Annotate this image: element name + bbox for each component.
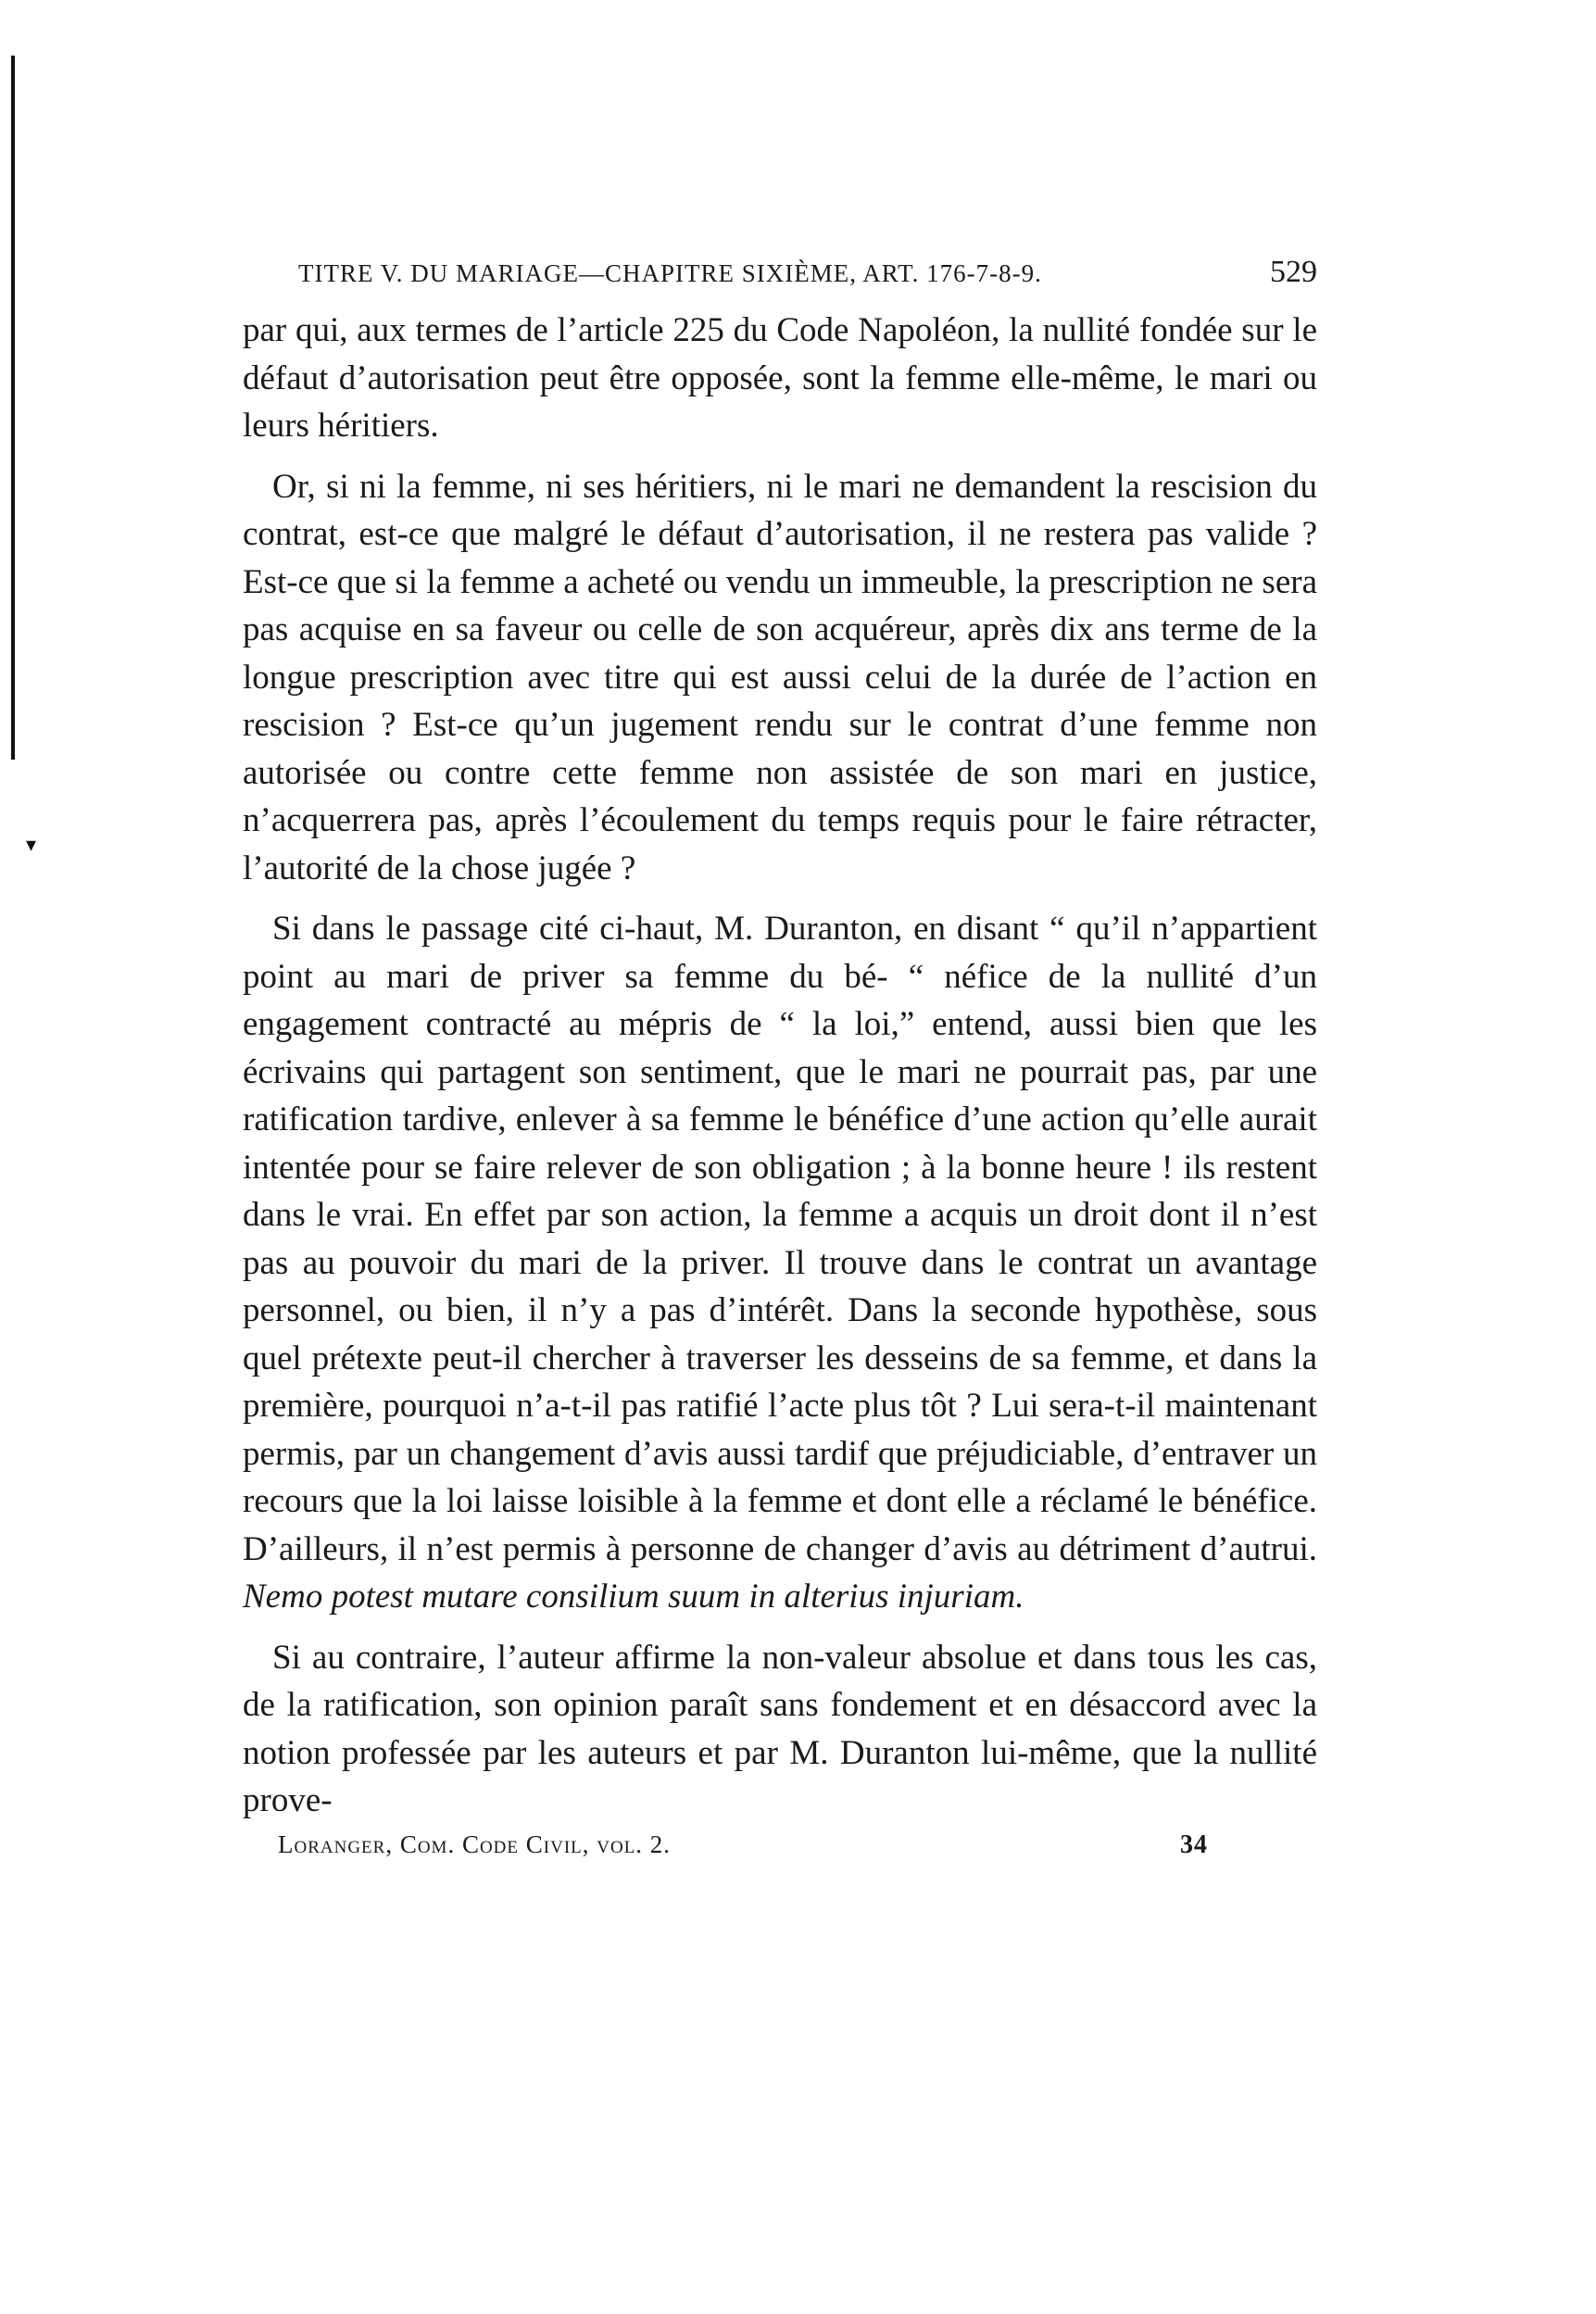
body-text	[243, 307, 1317, 1825]
page-number: 529	[1270, 255, 1317, 289]
paragraph-questions: Or, si ni la femme, ni ses héritiers, ni le mari ne demandent la rescision du contrat, est-ce que malgré le défaut d’autorisation, il ne restera pas valide ? Est-ce que si la femme a acheté ou vendu un immeuble, la prescription ne sera pas acquise en sa faveur ou celle de son acquéreur, après dix ans terme de la longue prescription avec titre qui est aussi celui de la durée de l’action en rescision ? Est-ce qu’un jugement rendu sur le contrat d’une femme non autorisée ou contre cette femme non assistée de son mari en justice, n’acquerrera pas, après l’écoulement du temps requis pour le faire rétracter, l’autorité de la chose jugée ?	[243, 467, 1317, 887]
book-page	[243, 236, 1317, 1860]
paragraph-duranton	[243, 905, 1317, 1621]
paragraph-duranton-text: Si dans le passage cité ci-haut, M. Duranton, en disant “ qu’il n’appartient point au mari de priver sa femme du bé- “ néfice de la nullité d’un engagement contracté au mépris de “ la loi,” entend, aussi bien que les écrivains qui partagent son sentiment, que le mari ne pourrait pas, par une ratification tardive, enlever à sa femme le bénéfice d’une action qu’elle aurait intentée pour se faire relever de son obligation ; à la bonne heure ! ils restent dans le vrai. En effet par son action, la femme a acquis un droit dont il n’est pas au pouvoir du mari de la priver. Il trouve dans le contrat un avantage personnel, ou bien, il n’y a pas d’intérêt. Dans la seconde hypothèse, sous quel prétexte peut-il chercher à traverser les desseins de sa femme, et dans la première, pourquoi n’a-t-il pas ratifié l’acte plus tôt ? Lui sera-t-il maintenant permis, par un changement d’avis aussi tardif que préjudiciable, d’entraver un recours que la loi laisse loisible à la femme et dont elle a réclamé le bénéfice. D’ailleurs, il n’est permis à personne de changer d’avis au détriment d’autrui.	[243, 910, 1317, 1568]
paragraph-contrary: Si au contraire, l’auteur affirme la non-valeur absolue et dans tous les cas, de la ratification, son opinion paraît sans fondement et en désaccord avec la notion professée par les auteurs et par M. Duranton lui-même, que la nullité prove-	[243, 1638, 1317, 1819]
signature-number: 34	[1180, 1830, 1208, 1859]
running-head-title: TITRE V. DU MARIAGE—CHAPITRE SIXIÈME, ART. 176-7-8-9.	[298, 259, 1042, 287]
signature-line	[243, 1830, 1317, 1860]
latin-maxim: Nemo potest mutare consilium suum in alterius injuriam.	[243, 1578, 1024, 1616]
signature-title: Loranger, Com. Code Civil, vol. 2.	[278, 1830, 672, 1858]
scan-edge-bar	[11, 56, 15, 760]
scan-arrow-mark: ▾	[26, 834, 37, 857]
paragraph-continuation: par qui, aux termes de l’article 225 du Code Napoléon, la nullité fondée sur le défaut d’autorisation peut être opposée, sont la femme elle-même, le mari ou leurs héritiers.	[243, 311, 1317, 445]
running-head	[243, 255, 1317, 290]
